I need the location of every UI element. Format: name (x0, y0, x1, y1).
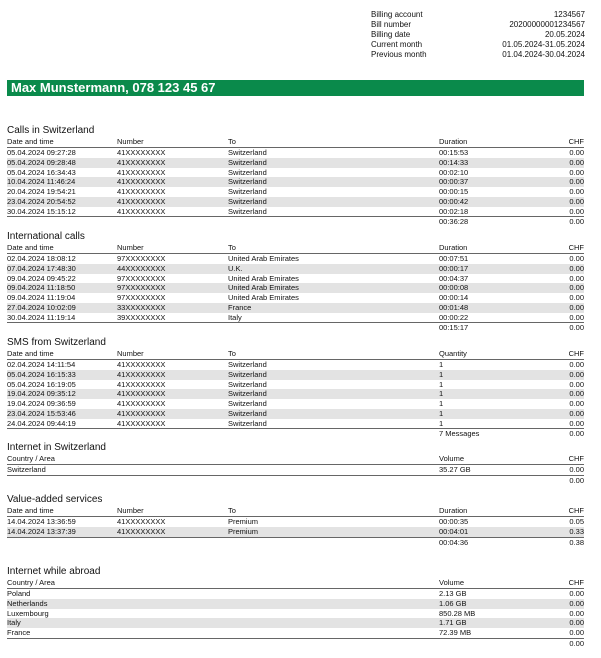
cell-date: 05.04.2024 16:19:05 (7, 379, 76, 389)
table-row (7, 599, 584, 609)
cell-to: Switzerland (228, 408, 267, 418)
cell-chf: 0.00 (569, 408, 584, 418)
cell-date: 20.04.2024 19:54:21 (7, 187, 76, 196)
cell-number: 41XXXXXXXX (117, 526, 166, 536)
total-spacer (117, 429, 228, 439)
table-row (7, 197, 584, 207)
cell-volume: 1.06 GB (439, 598, 467, 608)
cell-date: 10.04.2024 11:46:24 (7, 177, 76, 187)
table-row (7, 389, 584, 399)
table-row (7, 517, 584, 527)
cell-to: Premium (228, 517, 259, 526)
cell-number: 33XXXXXXXX (117, 302, 166, 312)
cell-duration: 00:00:22 (439, 312, 469, 322)
cell-chf: 0.00 (569, 369, 584, 379)
cell-chf: 0.00 (569, 399, 584, 408)
cell-date: 14.04.2024 13:36:59 (7, 517, 76, 526)
column-header-duration: Duration (439, 137, 468, 146)
billing-row (371, 10, 585, 20)
cell-duration: 00:01:48 (439, 302, 469, 312)
cell-to: Italy (228, 312, 242, 322)
table-row (7, 628, 584, 638)
cell-number: 41XXXXXXXX (117, 177, 166, 187)
table-row (7, 254, 584, 264)
cell-number: 41XXXXXXXX (117, 167, 166, 177)
cell-chf: 0.00 (569, 206, 584, 216)
billing-row (371, 40, 585, 50)
column-header-volume: Volume (439, 454, 465, 463)
table-row (7, 313, 584, 323)
column-header-duration: Duration (439, 243, 468, 252)
cell-duration: 00:02:10 (439, 167, 469, 177)
cell-to: Switzerland (228, 148, 267, 157)
column-header-duration: Duration (439, 506, 468, 515)
cell-chf: 0.00 (569, 608, 584, 618)
cell-to: Switzerland (228, 379, 267, 389)
cell-duration: 00:00:42 (439, 196, 469, 206)
cell-date: 07.04.2024 17:48:30 (7, 263, 76, 273)
cell-to: United Arab Emirates (228, 293, 299, 302)
cell-to: Switzerland (228, 157, 267, 167)
cell-number: 39XXXXXXXX (117, 312, 166, 322)
total-chf: 0.00 (569, 475, 584, 485)
total-spacer (228, 323, 439, 333)
total-spacer (7, 476, 439, 486)
cell-duration: 00:00:37 (439, 177, 469, 187)
table-row (7, 168, 584, 178)
total-spacer (117, 323, 228, 333)
cell-to: Switzerland (228, 206, 267, 216)
cell-chf: 0.33 (569, 526, 584, 536)
cell-chf: 0.00 (569, 196, 584, 206)
cell-chf: 0.00 (569, 302, 584, 312)
cell-date: 23.04.2024 15:53:46 (7, 408, 76, 418)
table-row (7, 527, 584, 537)
table-header (7, 578, 584, 589)
cell-to: Switzerland (228, 360, 267, 369)
cell-chf: 0.00 (569, 293, 584, 302)
cell-country: Luxembourg (7, 608, 49, 618)
table-row (7, 465, 584, 475)
table-row (7, 177, 584, 187)
column-header-number: Number (117, 349, 144, 358)
cell-to: United Arab Emirates (228, 273, 299, 283)
cell-to: Switzerland (228, 187, 267, 196)
section-title: Calls in Switzerland (7, 125, 95, 136)
cell-to: United Arab Emirates (228, 283, 299, 293)
billing-value: 20200000001234567 (509, 20, 585, 29)
column-header-volume: Volume (439, 578, 465, 587)
cell-volume: 1.71 GB (439, 618, 467, 628)
cell-date: 23.04.2024 20:54:52 (7, 196, 76, 206)
cell-duration: 00:04:01 (439, 526, 469, 536)
cell-quantity: 1 (439, 399, 444, 408)
table-row (7, 158, 584, 168)
section-internet-abroad (7, 565, 584, 649)
total-chf: 0.00 (569, 323, 584, 333)
table-row (7, 264, 584, 274)
table-row (7, 370, 584, 380)
table-row (7, 187, 584, 197)
section-title: Internet in Switzerland (7, 442, 106, 453)
table-row (7, 380, 584, 390)
billing-label: Current month (371, 40, 423, 49)
cell-country: Netherlands (7, 598, 48, 608)
table-header (7, 506, 584, 517)
cell-date: 09.04.2024 11:18:50 (7, 283, 76, 293)
billing-info (371, 10, 585, 60)
section-title: SMS from Switzerland (7, 337, 106, 348)
cell-chf: 0.05 (569, 517, 584, 526)
cell-chf: 0.00 (569, 148, 584, 157)
cell-date: 19.04.2024 09:36:59 (7, 399, 76, 408)
cell-chf: 0.00 (569, 157, 584, 167)
cell-duration: 00:14:33 (439, 157, 469, 167)
cell-to: Switzerland (228, 418, 267, 428)
cell-number: 41XXXXXXXX (117, 418, 166, 428)
cell-quantity: 1 (439, 360, 444, 369)
cell-duration: 00:00:35 (439, 517, 469, 526)
column-header-quantity: Quantity (439, 349, 467, 358)
cell-date: 05.04.2024 09:27:28 (7, 148, 76, 157)
cell-date: 30.04.2024 11:19:14 (7, 312, 76, 322)
total-row (7, 428, 584, 439)
total-row (7, 475, 584, 486)
total-spacer (439, 639, 539, 649)
table-row (7, 207, 584, 217)
cell-date: 05.04.2024 09:28:48 (7, 157, 76, 167)
table-row (7, 419, 584, 429)
total-chf: 0.00 (569, 217, 584, 227)
section-sms (7, 336, 584, 439)
cell-duration: 00:00:17 (439, 263, 469, 273)
section-title: International calls (7, 231, 85, 242)
cell-duration: 00:15:53 (439, 148, 469, 157)
column-header-chf: CHF (568, 243, 584, 252)
cell-number: 97XXXXXXXX (117, 254, 166, 263)
column-header-to: To (228, 243, 236, 252)
cell-quantity: 1 (439, 389, 444, 399)
cell-number: 41XXXXXXXX (117, 148, 166, 157)
cell-to: United Arab Emirates (228, 254, 299, 263)
billing-label: Previous month (371, 50, 427, 59)
cell-number: 44XXXXXXXX (117, 263, 166, 273)
total-spacer (117, 217, 228, 227)
cell-duration: 00:07:51 (439, 254, 469, 263)
column-header-to: To (228, 349, 236, 358)
cell-country: Italy (7, 618, 21, 628)
cell-volume: 850.28 MB (439, 608, 476, 618)
cell-date: 24.04.2024 09:44:19 (7, 418, 76, 428)
column-header-country: Country / Area (7, 578, 55, 587)
cell-quantity: 1 (439, 369, 444, 379)
section-internet-switzerland (7, 441, 584, 486)
column-header-number: Number (117, 243, 144, 252)
cell-number: 41XXXXXXXX (117, 399, 166, 408)
billing-label: Billing date (371, 30, 411, 39)
table-row (7, 148, 584, 158)
billing-label: Billing account (371, 10, 423, 19)
column-header-date: Date and time (7, 137, 54, 146)
table-row (7, 589, 584, 599)
column-header-date: Date and time (7, 506, 54, 515)
column-header-date: Date and time (7, 349, 54, 358)
total-spacer (228, 538, 439, 548)
table-row (7, 283, 584, 293)
cell-chf: 0.00 (569, 273, 584, 283)
cell-chf: 0.00 (569, 598, 584, 608)
cell-duration: 00:00:15 (439, 187, 469, 196)
cell-chf: 0.00 (569, 263, 584, 273)
total-spacer (7, 217, 117, 227)
total-row (7, 216, 584, 227)
cell-chf: 0.00 (569, 618, 584, 628)
total-spacer (7, 639, 439, 649)
billing-value: 01.04.2024-30.04.2024 (502, 50, 585, 59)
total-duration: 00:15:17 (439, 323, 469, 333)
cell-chf: 0.00 (569, 589, 584, 598)
total-chf: 0.38 (569, 537, 584, 547)
total-row (7, 537, 584, 548)
cell-chf: 0.00 (569, 312, 584, 322)
table-header (7, 454, 584, 465)
cell-date: 09.04.2024 11:19:04 (7, 293, 76, 302)
cell-chf: 0.00 (569, 389, 584, 399)
column-header-chf: CHF (568, 454, 584, 463)
cell-country: France (7, 628, 31, 637)
total-quantity: 7 Messages (439, 429, 480, 439)
cell-to: France (228, 302, 252, 312)
cell-chf: 0.00 (569, 360, 584, 369)
total-duration: 00:36:28 (439, 217, 469, 227)
total-spacer (7, 538, 117, 548)
cell-number: 41XXXXXXXX (117, 157, 166, 167)
section-calls-switzerland (7, 124, 584, 227)
cell-number: 41XXXXXXXX (117, 360, 166, 369)
cell-chf: 0.00 (569, 177, 584, 187)
cell-number: 41XXXXXXXX (117, 206, 166, 216)
total-spacer (228, 217, 439, 227)
billing-value: 01.05.2024-31.05.2024 (502, 40, 585, 49)
section-title: Internet while abroad (7, 566, 101, 577)
cell-number: 97XXXXXXXX (117, 293, 166, 302)
cell-country: Poland (7, 589, 31, 598)
cell-chf: 0.00 (569, 465, 584, 474)
cell-number: 41XXXXXXXX (117, 379, 166, 389)
table-row (7, 609, 584, 619)
cell-date: 14.04.2024 13:37:39 (7, 526, 76, 536)
cell-to: Switzerland (228, 196, 267, 206)
cell-duration: 00:02:18 (439, 206, 469, 216)
total-spacer (439, 476, 539, 486)
cell-chf: 0.00 (569, 418, 584, 428)
column-header-to: To (228, 506, 236, 515)
cell-number: 41XXXXXXXX (117, 389, 166, 399)
total-chf: 0.00 (569, 429, 584, 439)
total-chf: 0.00 (569, 638, 584, 648)
customer-banner: Max Munstermann, 078 123 45 67 (7, 80, 584, 96)
total-spacer (7, 429, 117, 439)
cell-date: 05.04.2024 16:34:43 (7, 167, 76, 177)
section-value-added-services (7, 493, 584, 547)
cell-volume: 35.27 GB (439, 465, 471, 474)
cell-volume: 72.39 MB (439, 628, 472, 637)
cell-to: Switzerland (228, 389, 267, 399)
column-header-country: Country / Area (7, 454, 55, 463)
cell-date: 02.04.2024 14:11:54 (7, 360, 76, 369)
section-international-calls (7, 230, 584, 333)
cell-date: 05.04.2024 16:15:33 (7, 369, 76, 379)
total-row (7, 322, 584, 333)
billing-value: 20.05.2024 (544, 30, 585, 39)
cell-duration: 00:04:37 (439, 273, 469, 283)
table-header (7, 349, 584, 360)
billing-row (371, 20, 585, 30)
cell-duration: 00:00:08 (439, 283, 469, 293)
billing-label: Bill number (371, 20, 412, 29)
cell-chf: 0.00 (569, 379, 584, 389)
column-header-number: Number (117, 506, 144, 515)
cell-chf: 0.00 (569, 167, 584, 177)
total-spacer (7, 323, 117, 333)
cell-number: 41XXXXXXXX (117, 517, 166, 526)
column-header-chf: CHF (568, 578, 584, 587)
table-row (7, 409, 584, 419)
table-row (7, 303, 584, 313)
cell-country: Switzerland (7, 465, 46, 474)
cell-chf: 0.00 (569, 254, 584, 263)
column-header-chf: CHF (568, 137, 584, 146)
billing-value: 1234567 (553, 10, 585, 19)
table-row (7, 293, 584, 303)
billing-row (371, 50, 585, 60)
section-title: Value-added services (7, 494, 103, 505)
column-header-chf: CHF (568, 349, 584, 358)
cell-number: 41XXXXXXXX (117, 196, 166, 206)
cell-date: 09.04.2024 09:45:22 (7, 273, 76, 283)
cell-quantity: 1 (439, 418, 444, 428)
cell-chf: 0.00 (569, 628, 584, 637)
cell-quantity: 1 (439, 408, 444, 418)
table-row (7, 360, 584, 370)
cell-number: 41XXXXXXXX (117, 187, 166, 196)
table-header (7, 243, 584, 254)
cell-volume: 2.13 GB (439, 589, 467, 598)
table-row (7, 399, 584, 409)
total-spacer (228, 429, 439, 439)
cell-chf: 0.00 (569, 283, 584, 293)
table-header (7, 137, 584, 148)
column-header-to: To (228, 137, 236, 146)
cell-quantity: 1 (439, 379, 444, 389)
billing-row (371, 30, 585, 40)
cell-date: 02.04.2024 18:08:12 (7, 254, 76, 263)
cell-to: Switzerland (228, 369, 267, 379)
cell-number: 97XXXXXXXX (117, 273, 166, 283)
cell-to: Switzerland (228, 399, 267, 408)
column-header-number: Number (117, 137, 144, 146)
cell-date: 27.04.2024 10:02:09 (7, 302, 76, 312)
table-row (7, 618, 584, 628)
cell-to: Switzerland (228, 177, 267, 187)
cell-duration: 00:00:14 (439, 293, 469, 302)
cell-number: 41XXXXXXXX (117, 408, 166, 418)
cell-to: Switzerland (228, 167, 267, 177)
cell-number: 97XXXXXXXX (117, 283, 166, 293)
table-row (7, 274, 584, 284)
cell-date: 19.04.2024 09:35:12 (7, 389, 76, 399)
cell-number: 41XXXXXXXX (117, 369, 166, 379)
total-row (7, 638, 584, 649)
column-header-date: Date and time (7, 243, 54, 252)
total-duration: 00:04:36 (439, 537, 469, 547)
cell-to: U.K. (228, 263, 243, 273)
column-header-chf: CHF (568, 506, 584, 515)
cell-date: 30.04.2024 15:15:12 (7, 206, 76, 216)
cell-to: Premium (228, 526, 259, 536)
cell-chf: 0.00 (569, 187, 584, 196)
total-spacer (117, 538, 228, 548)
